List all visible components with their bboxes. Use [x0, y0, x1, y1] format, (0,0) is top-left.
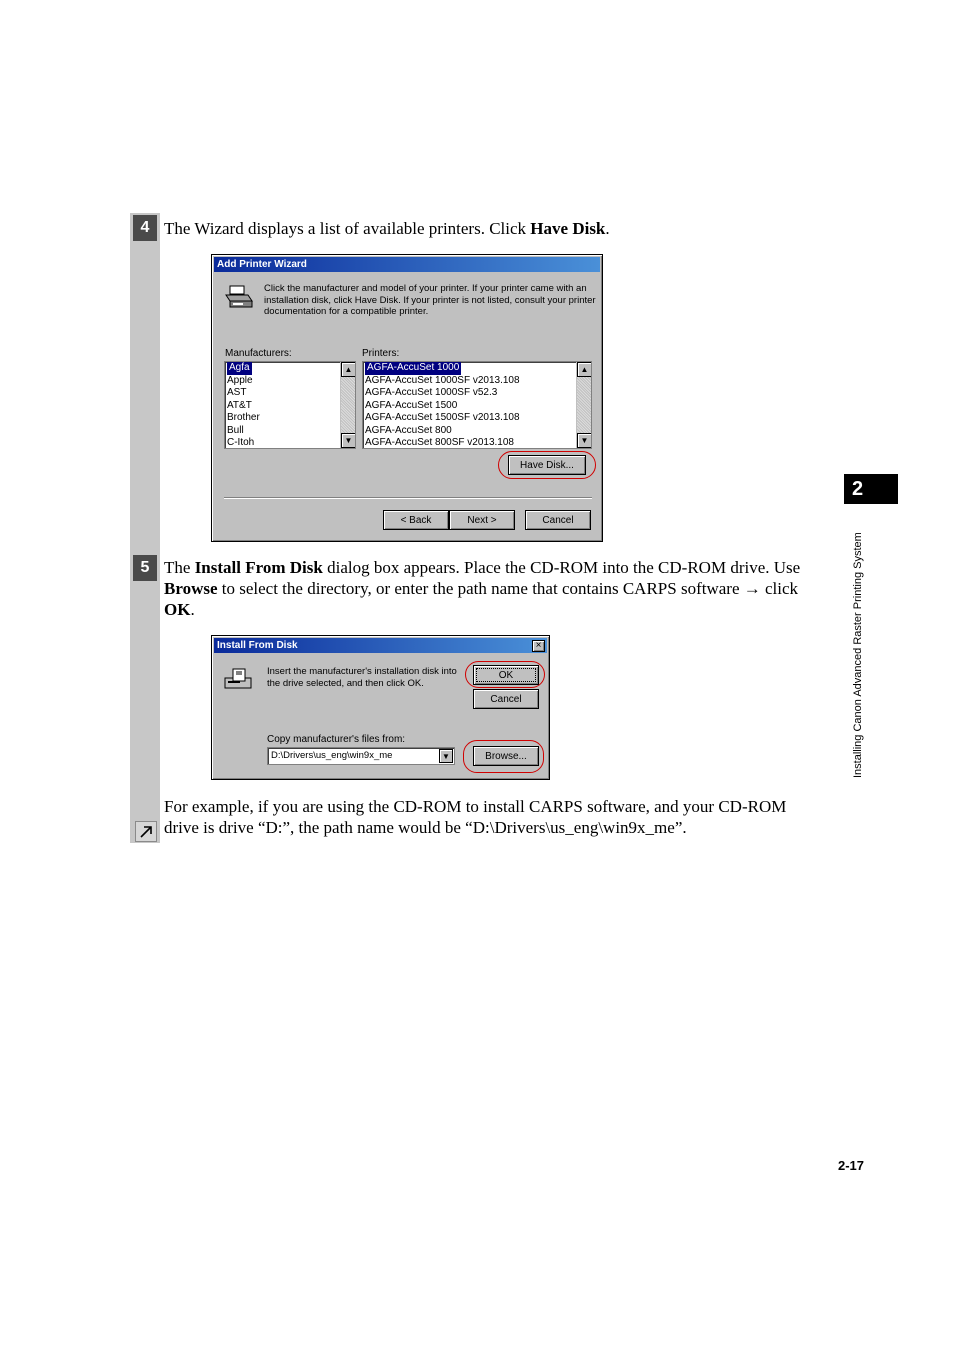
list-item[interactable]: Bull: [227, 424, 244, 436]
scroll-down-icon[interactable]: ▼: [341, 433, 356, 448]
path-combobox[interactable]: [267, 747, 455, 765]
add-printer-wizard-dialog: [211, 254, 603, 542]
list-item[interactable]: C-Itoh: [227, 437, 255, 448]
cancel-button[interactable]: Cancel: [525, 510, 591, 530]
list-item[interactable]: Agfa: [229, 362, 250, 373]
disk-drive-icon: [224, 668, 252, 690]
chevron-down-icon[interactable]: ▼: [439, 749, 453, 763]
page-number: 2-17: [838, 1158, 865, 1173]
note-text: For example, if you are using the CD-ROM to install CARPS software, and your CD-ROM drive is drive “D:”, the path name would be “D:\Drivers\us_eng\win9x_me”.: [164, 797, 787, 837]
have-disk-button[interactable]: Have Disk...: [508, 455, 586, 475]
browse-button[interactable]: Browse...: [473, 746, 539, 766]
list-item[interactable]: AGFA-AccuSet 1000SF v2013.108: [365, 374, 520, 386]
step-5-text: The Install From Disk dialog box appears. Place the CD-ROM into the CD-ROM drive. Use Browse to select the directory, or enter the path name that contains CARPS software → click OK.: [164, 558, 801, 619]
next-button[interactable]: Next >: [449, 510, 515, 530]
list-item[interactable]: AGFA-AccuSet 1000: [367, 362, 460, 373]
list-item[interactable]: AGFA-AccuSet 1500: [365, 399, 458, 411]
list-item[interactable]: AGFA-AccuSet 800: [365, 424, 452, 436]
wizard-description: Click the manufacturer and model of your printer. If your printer came with an installation disk, click Have Disk. If your printer is not listed, consult your printer documentation for a compatible printer.: [264, 283, 596, 317]
highlight-ring: [463, 740, 544, 773]
list-item[interactable]: AGFA-AccuSet 1500SF v2013.108: [365, 412, 520, 423]
highlight-ring: [465, 661, 545, 688]
step-4-badge: 4: [133, 215, 157, 241]
wizard-title: Add Printer Wizard: [214, 257, 600, 272]
printer-icon: [224, 285, 254, 309]
install-disk-title: Install From Disk: [214, 638, 547, 653]
printers-label: Printers:: [362, 348, 400, 359]
chapter-tab: 2: [844, 474, 898, 504]
list-item[interactable]: AT&T: [227, 399, 252, 411]
scroll-up-icon[interactable]: ▲: [341, 362, 356, 377]
scroll-up-icon[interactable]: ▲: [577, 362, 592, 377]
highlight-ring: [498, 451, 596, 479]
back-button[interactable]: < Back: [383, 510, 449, 530]
manufacturers-list[interactable]: [224, 361, 356, 449]
step-5-badge: 5: [133, 555, 157, 581]
scroll-down-icon[interactable]: ▼: [577, 433, 592, 448]
list-item[interactable]: AGFA-AccuSet 1000SF v52.3: [365, 387, 498, 398]
manufacturers-label: Manufacturers:: [225, 348, 292, 359]
chapter-title: Installing Canon Advanced Raster Printing System: [852, 532, 864, 778]
cancel-button[interactable]: Cancel: [473, 689, 539, 709]
printers-list[interactable]: [362, 361, 592, 449]
path-input[interactable]: D:\Drivers\us_eng\win9x_me: [271, 750, 393, 761]
printers-scrollbar[interactable]: [576, 362, 591, 448]
step-gutter: [130, 213, 160, 843]
ok-button[interactable]: OK: [473, 665, 539, 685]
close-icon[interactable]: ×: [532, 640, 545, 652]
step-4-text: The Wizard displays a list of available printers. Click Have Disk.: [164, 219, 610, 238]
copy-files-label: Copy manufacturer's files from:: [267, 734, 406, 745]
install-from-disk-dialog: [211, 635, 550, 780]
list-item[interactable]: Brother: [227, 412, 260, 423]
list-item[interactable]: AGFA-AccuSet 800SF v2013.108: [365, 437, 514, 448]
list-item[interactable]: Apple: [227, 374, 253, 386]
note-icon: [135, 821, 157, 842]
install-disk-message: Insert the manufacturer's installation disk into the drive selected, and then click OK.: [267, 666, 457, 689]
manufacturers-scrollbar[interactable]: [340, 362, 355, 448]
list-item[interactable]: AST: [227, 387, 247, 398]
separator: [224, 497, 592, 499]
